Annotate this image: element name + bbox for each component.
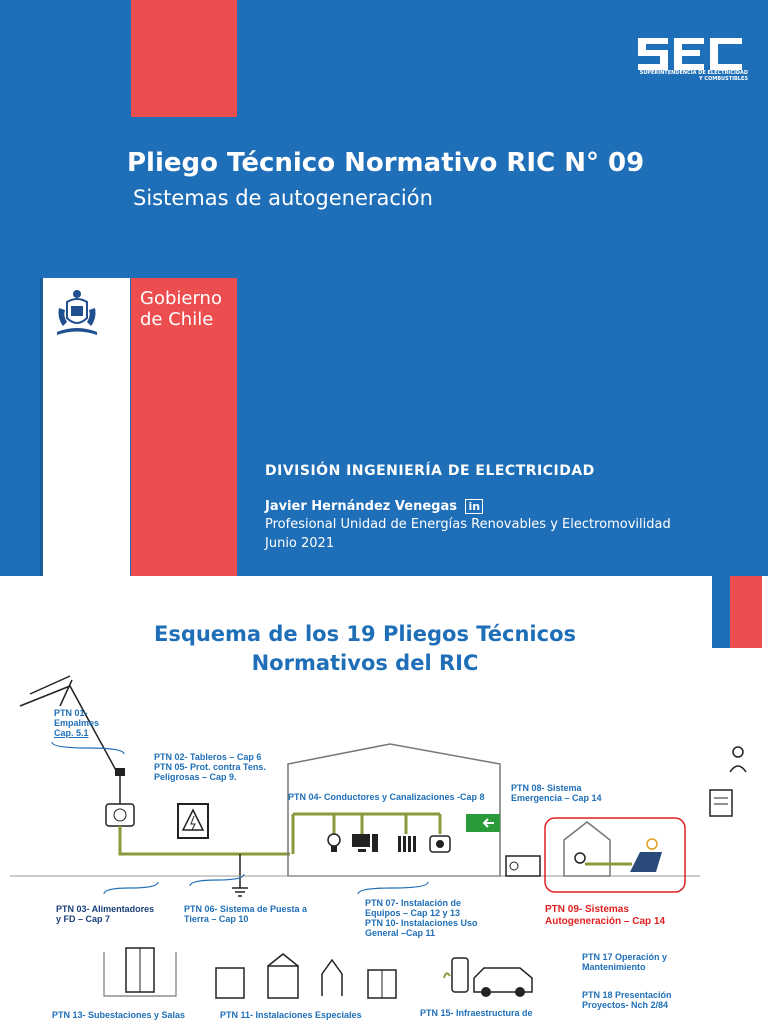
label-ptn17-line2: Mantenimiento [582,962,646,972]
scheme-title-line-1: Esquema de los 19 Pliegos Técnicos [153,622,577,646]
label-ptn10-line2: General –Cap 11 [365,928,436,938]
label-ptn01-line3: Cap. 5.1 [54,728,89,738]
label-ptn09-line2: Autogeneración – Cap 14 [545,916,666,927]
division-name: DIVISIÓN INGENIERÍA DE ELECTRICIDAD [265,463,595,479]
linkedin-icon[interactable]: in [465,499,483,514]
label-ptn06 [184,904,307,924]
label-ptn06-line1: PTN 06- Sistema de Puesta a [184,904,308,914]
computer-icon [352,834,378,852]
panel-warning-icon [178,804,208,838]
radiator-icon [398,836,416,852]
ups-icon [506,856,540,876]
page-subtitle: Sistemas de autogeneración [133,186,433,210]
label-ptn08-line2: Emergencia – Cap 14 [511,793,602,803]
motor-icon [430,836,450,852]
substation-icon [104,948,176,996]
car-icon [474,968,532,997]
label-ptn11: PTN 11- Instalaciones Especiales [220,1010,362,1020]
label-ptn09-line1: PTN 09- Sistemas [545,904,629,915]
autogeneration-highlight [545,818,685,892]
label-ptn03-line2: y FD – Cap 7 [56,914,111,924]
page-title: Pliego Técnico Normativo RIC N° 09 [127,148,645,178]
document-icon [710,790,732,816]
label-ptn02: PTN 02- Tableros – Cap 6 [154,752,262,762]
label-ptn08 [511,783,602,803]
label-ptn01-line2: Empalmes [54,718,100,728]
label-ptn07-line2: Equipos – Cap 12 y 13 [365,908,461,918]
author-role: Profesional Unidad de Energías Renovables y Electromovilidad [265,517,671,532]
red-top-band [131,0,237,117]
presentation-date: Junio 2021 [265,536,335,551]
label-ptn03 [56,904,154,924]
feeder-line [120,814,440,854]
sec-logo-subtitle: SUPERINTENDENCIA DE ELECTRICIDAD Y COMBUSTIBLES [639,70,748,82]
meter-icon [106,768,134,826]
exit-sign-icon [466,814,500,832]
scheme-slide [0,576,768,1024]
label-ptn05-line2: Peligrosas – Cap 9. [154,772,237,782]
label-ptn07-line1: PTN 07- Instalación de [365,898,462,908]
label-ptn10-line1: PTN 10- Instalaciones Uso [365,918,478,928]
label-ptn18 [582,990,672,1010]
label-ptn06-line2: Tierra – Cap 10 [184,914,249,924]
label-ptn05-line1: PTN 05- Prot. contra Tens. [154,762,266,772]
label-ptn07-ptn10 [365,898,478,938]
lamp-icon [328,834,340,852]
house-outline [288,744,500,876]
ev-charger-icon [444,958,468,992]
author-name: Javier Hernández Venegas [265,499,457,514]
ground-icon [232,854,248,896]
label-ptn02-ptn05 [154,752,266,782]
label-ptn03-line1: PTN 03- Alimentadores [56,904,155,914]
label-ptn04: PTN 04- Conductores y Canalizaciones -Cap 8 [288,792,485,802]
label-ptn18-line1: PTN 18 Presentación [582,990,672,1000]
label-ptn17 [582,952,667,972]
label-ptn13: PTN 13- Subestaciones y Salas [52,1010,186,1020]
building-icon [216,954,298,998]
gobierno-line-1: Gobierno [140,288,222,309]
author-line [265,499,483,514]
solar-panel-icon [630,839,662,872]
label-ptn09 [545,904,665,928]
label-ptn01 [54,708,99,738]
label-ptn18-line2: Proyectos- Nch 2/84 [582,1000,669,1010]
worker-icon [730,747,746,772]
label-ptn15: PTN 15- Infraestructura de [420,1008,533,1018]
label-ptn01-line1: PTN 01- [54,708,88,718]
coat-of-arms-icon [43,278,130,348]
scheme-title-line-2: Normativos del RIC [251,651,479,675]
label-ptn17-line1: PTN 17 Operación y [582,952,668,962]
factory-icon [322,960,342,996]
elevator-icon [368,970,396,998]
gobierno-logo-panel [43,278,130,576]
gobierno-line-2: de Chile [140,309,214,330]
gobierno-de-chile-text [140,288,222,330]
label-ptn08-line1: PTN 08- Sistema [511,783,582,793]
